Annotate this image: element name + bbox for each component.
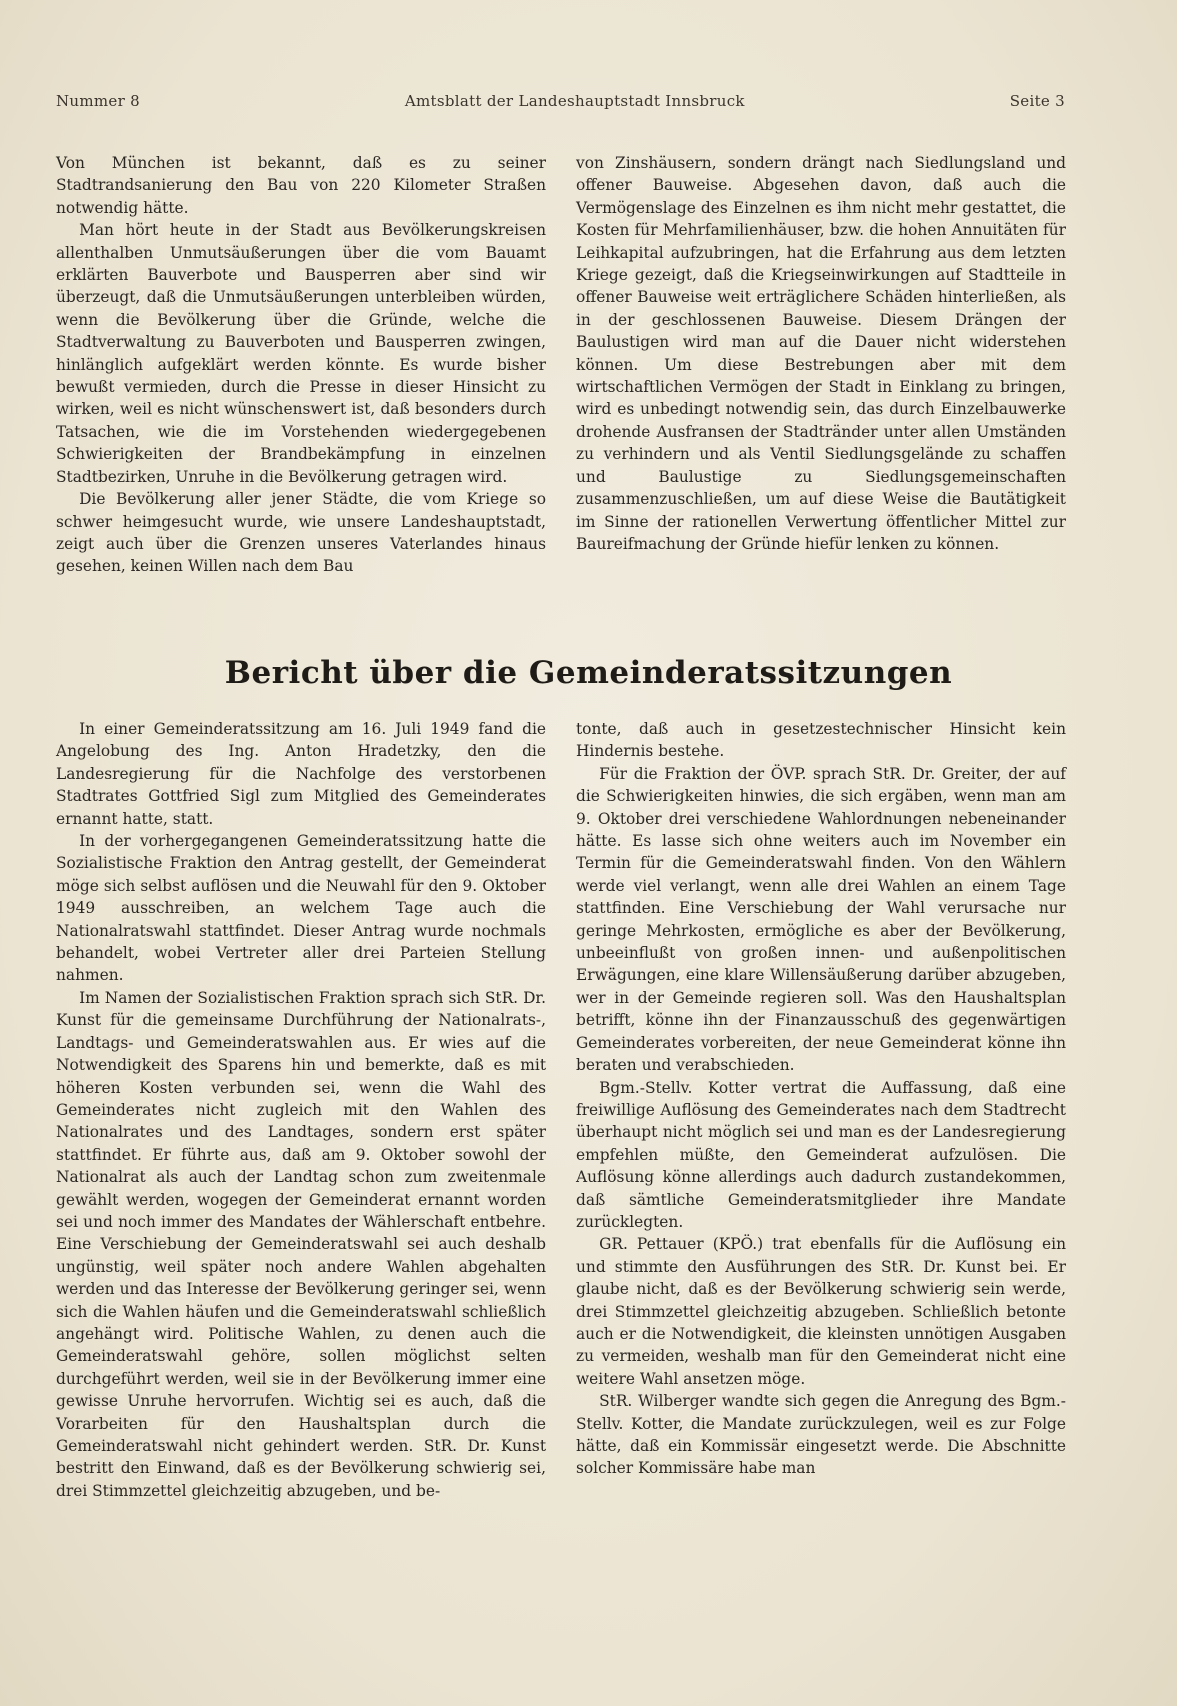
section-heading: Bericht über die Gemeinderatssitzungen [224,655,953,691]
bottom-right-column [576,718,1066,1502]
page-number: Seite 3 [1009,92,1065,110]
paragraph: Die Bevölkerung aller jener Städte, die vom Kriege so schwer heimgesucht wurde, wie unsere Landeshauptstadt, zeigt auch über die Grenzen unseres Vaterlandes hinaus gesehen, keinen Willen nach dem Bau [56,490,546,576]
paragraph: Von München ist bekannt, daß es zu seiner Stadtrandsanierung den Bau von 220 Kilometer Straßen notwendig hätte. [56,154,546,217]
paragraph: In einer Gemeinderatssitzung am 16. Juli 1949 fand die Angelobung des Ing. Anton Hradetzky, den die Landesregierung für die Nachfolge des verstorbenen Stadtrates Gottfried Sigl zum Mitglied des Gemeinderates ernannt hatte, statt. [56,720,546,828]
paragraph: Man hört heute in der Stadt aus Bevölkerungskreisen allenthalben Unmutsäußerungen über die vom Bauamt erklärten Bauverbote und Bausperren aber sind wir überzeugt, daß die Unmutsäußerungen unterbleiben würden, wenn die Bevölkerung über die Gründe, welche die Stadtverwaltung zu Bauverboten und Bausperren zwingen, hinlänglich aufgeklärt werden könnte. Es wurde bisher bewußt vermieden, durch die Presse in dieser Hinsicht zu wirken, weil es nicht wünschenswert ist, daß besonders durch Tatsachen, wie die im Vorstehenden wiedergegebenen Schwierigkeiten der Brandbekämpfung in einzelnen Stadtbezirken, Unruhe in die Bevölkerung getragen wird. [56,221,546,486]
paragraph: Bgm.-Stellv. Kotter vertrat die Auffassung, daß eine freiwillige Auflösung des Gemeinderates nach dem Stadtrecht überhaupt nicht möglich sei und man es der Landesregierung empfehlen müßte, den Gemeinderat aufzulösen. Die Auflösung könne allerdings auch dadurch zustandekommen, daß sämtliche Gemeinderatsmitglieder ihre Mandate zurücklegten. [576,1078,1066,1231]
bottom-left-column [56,718,546,1502]
paragraph: StR. Wilberger wandte sich gegen die Anregung des Bgm.-Stellv. Kotter, die Mandate zurückzulegen, weil es zur Folge hätte, daß ein Kommissär eingesetzt werde. Die Abschnitte solcher Kommissäre habe man [576,1392,1066,1478]
publication-title: Amtsblatt der Landeshauptstadt Innsbruck [404,92,745,110]
page-header [56,92,1065,110]
top-right-column [576,152,1066,578]
top-article [56,152,1066,578]
paragraph: Im Namen der Sozialistischen Fraktion sprach sich StR. Dr. Kunst für die gemeinsame Durchführung der Nationalrats-, Landtags- und Gemeinderatswahlen aus. Er wies auf die Notwendigkeit des Sparens hin und bemerkte, daß es mit höheren Kosten verbunden sei, wenn die Wahl des Gemeinderates nicht zugleich mit den Wahlen des Nationalrates und des Landtages, sondern erst später stattfindet. Er führte aus, daß am 9. Oktober sowohl der Nationalrat als auch der Landtag schon zum zweitenmale gewählt werden, wogegen der Gemeinderat ernannt worden sei und noch immer des Mandates der Wählerschaft entbehre. Eine Verschiebung der Gemeinderatswahl sei auch deshalb ungünstig, weil später noch andere Wahlen abgehalten werden und das Interesse der Bevölkerung geringer sei, wenn sich die Wahlen häufen und die Gemeinderatswahl schließlich angehängt wird. Politische Wahlen, zu denen auch die Gemeinderatswahl gehöre, sollen möglichst selten durchgeführt werden, weil sie in der Bevölkerung immer eine gewisse Unruhe hervorrufen. Wichtig sei es auch, daß die Vorarbeiten für den Haushaltsplan durch die Gemeinderatswahl nicht gehindert werden. StR. Dr. Kunst bestritt den Einwand, daß es der Bevölkerung schwierig sei, drei Stimmzettel gleichzeitig abzugeben, und be- [56,988,546,1500]
paragraph: GR. Pettauer (KPÖ.) trat ebenfalls für die Auflösung ein und stimmte den Ausführungen des StR. Dr. Kunst bei. Er glaube nicht, daß es der Bevölkerung schwierig sein werde, drei Stimmzettel gleichzeitig abzugeben. Schließlich betonte auch er die Notwendigkeit, die kleinsten unnötigen Ausgaben zu vermeiden, weshalb man für den Gemeinderat nicht eine weitere Wahl ansetzen möge. [576,1235,1066,1388]
issue-number: Nummer 8 [56,92,140,110]
top-left-column [56,152,546,578]
paragraph: tonte, daß auch in gesetzestechnischer Hinsicht kein Hindernis bestehe. [576,720,1066,761]
paragraph: In der vorhergegangenen Gemeinderatssitzung hatte die Sozialistische Fraktion den Antrag gestellt, der Gemeinderat möge sich selbst auflösen und die Neuwahl für den 9. Oktober 1949 ausschreiben, an welchem Tage auch die Nationalratswahl stattfindet. Dieser Antrag wurde nochmals behandelt, wobei Vertreter aller drei Parteien Stellung nahmen. [56,832,546,985]
paragraph: von Zinshäusern, sondern drängt nach Siedlungsland und offener Bauweise. Abgesehen davon, daß auch die Vermögenslage des Einzelnen es ihm nicht mehr gestattet, die Kosten für Mehrfamilienhäuser, bzw. die hohen Annuitäten für Leihkapital aufzubringen, hat die Erfahrung aus dem letzten Kriege gezeigt, daß die Kriegseinwirkungen auf Stadtteile in offener Bauweise weit erträglichere Schäden hinterließen, als in der geschlossenen Bauweise. Diesem Drängen der Baulustigen wird man auf die Dauer nicht widerstehen können. Um diese Bestrebungen aber mit dem wirtschaftlichen Vermögen der Stadt in Einklang zu bringen, wird es unbedingt notwendig sein, das durch Einzelbauwerke drohende Ausfransen der Stadtränder unter allen Umständen zu verhindern und als Ventil Siedlungsgelände zu schaffen und Baulustige zu Siedlungsgemeinschaften zusammenzuschließen, um auf diese Weise die Bautätigkeit im Sinne der rationellen Verwertung öffentlicher Mittel zur Baureifmachung der Gründe hiefür lenken zu können. [576,154,1066,553]
council-report [56,718,1066,1502]
paragraph: Für die Fraktion der ÖVP. sprach StR. Dr. Greiter, der auf die Schwierigkeiten hinwies, die sich ergäben, wenn man am 9. Oktober drei verschiedene Wahlordnungen nebeneinander hätte. Es lasse sich ohne weiters auch im November ein Termin für die Gemeinderatswahl finden. Von den Wählern werde viel verlangt, wenn alle drei Wahlen an einem Tage stattfinden. Eine Verschiebung der Wahl verursache nur geringe Mehrkosten, ermögliche es aber der Bevölkerung, unbeeinflußt von großen innen- und außenpolitischen Erwägungen, eine klare Willensäußerung darüber abzugeben, wer in der Gemeinde regieren soll. Was den Haushaltsplan betrifft, könne ihn der Finanzausschuß des gegenwärtigen Gemeinderates vorbereiten, der neue Gemeinderat könne ihn beraten und verabschieden. [576,764,1066,1075]
